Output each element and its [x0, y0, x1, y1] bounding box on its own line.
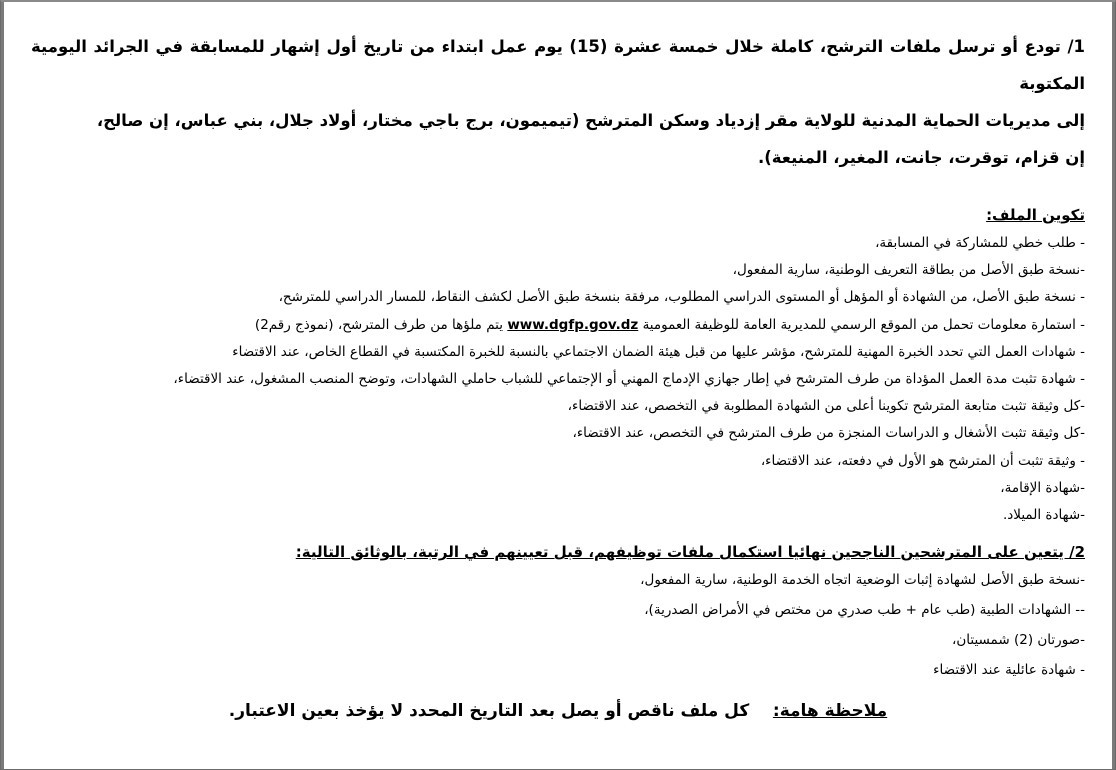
page-edge-right — [1112, 2, 1115, 769]
list-item: -- الشهادات الطبية (طب عام + طب صدري من مختص في الأمراض الصدرية)، — [644, 602, 1085, 619]
list-item: - شهادة عائلية عند الاقتضاء — [933, 662, 1085, 679]
section-1-list — [31, 230, 1085, 529]
list-item: - طلب خطي للمشاركة في المسابقة، — [875, 235, 1085, 251]
document-content — [31, 28, 1085, 721]
note-label: ملاحظة هامة: — [772, 701, 888, 722]
important-note — [31, 701, 1085, 721]
list-item: -نسخة طبق الأصل من بطاقة التعريف الوطنية، سارية المفعول، — [732, 262, 1085, 279]
list-item: -صورتان (2) شمسيتان، — [951, 632, 1085, 649]
section-1-title: تكوين الملف: — [986, 206, 1085, 224]
dgfp-link[interactable]: www.dgfp.gov.dz — [507, 316, 639, 333]
list-item: -شهادة الميلاد. — [1003, 507, 1085, 524]
intro-line-1: 1/ تودع أو ترسل ملفات الترشح، كاملة خلال خمسة عشرة (15) يوم عمل ابتداء من تاريخ أول إشهار للمسابقة في الجرائد اليومية المكتوبة — [31, 37, 1085, 93]
list-item: - وثيقة تثبت أن المترشح هو الأول في دفعته، عند الاقتضاء، — [760, 452, 1085, 469]
list-item: -شهادة الإقامة، — [1000, 479, 1085, 496]
intro-line-2: إلى مديريات الحماية المدنية للولاية مقر إزدياد وسكن المترشح (تيميمون، برج باجي مختار، أولاد جلال، بني عباس، إن صالح، — [96, 111, 1085, 130]
intro-paragraph — [31, 28, 1085, 176]
note-text: كل ملف ناقص أو يصل بعد التاريخ المحدد لا يؤخذ بعين الاعتبار. — [228, 701, 750, 722]
list-item: -كل وثيقة تثبت الأشغال و الدراسات المنجزة من طرف المترشح في التخصص، عند الاقتضاء، — [572, 425, 1085, 442]
section-2-title: 2/ يتعين على المترشحين الناجحين نهائيا استكمال ملفات توظيفهم، قبل تعيينهم في الرتبة، بالوثائق التالية: — [295, 543, 1085, 562]
list-item-form — [31, 312, 1085, 339]
intro-line-3: إن قزام، توقرت، جانت، المغير، المنيعة). — [757, 148, 1085, 167]
form-item-before: - استمارة معلومات تحمل من الموقع الرسمي للمديرية العامة للوظيفة العمومية — [638, 316, 1085, 333]
list-item: - شهادة تثبت مدة العمل المؤداة من طرف المترشح في إطار جهازي الإدماج المهني أو الإجتماعي للشباب حاملي الشهادات، وتوضح المنصب المشغول، عند الاقتضاء، — [173, 371, 1085, 388]
list-item: - شهادات العمل التي تحدد الخبرة المهنية للمترشح، مؤشر عليها من قبل هيئة الضمان الاجتماعي بالنسبة للخبرة المكتسبة في القطاع الخاص، عند الاقتضاء — [232, 343, 1085, 360]
section-2-list — [31, 565, 1085, 685]
form-item-after: يتم ملؤها من طرف المترشح، (نموذج رقم2) — [254, 316, 508, 333]
page-edge-left — [1, 2, 4, 769]
list-item: -كل وثيقة تثبت متابعة المترشح تكوينا أعلى من الشهادة المطلوبة في التخصص، عند الاقتضاء، — [567, 398, 1085, 415]
list-item: -نسخة طبق الأصل لشهادة إثبات الوضعية اتجاه الخدمة الوطنية، سارية المفعول، — [640, 572, 1085, 589]
list-item: - نسخة طبق الأصل، من الشهادة أو المؤهل أو المستوى الدراسي المطلوب، مرفقة بنسخة طبق الأصل لكشف النقاط، للمسار الدراسي للمترشح، — [278, 289, 1085, 306]
